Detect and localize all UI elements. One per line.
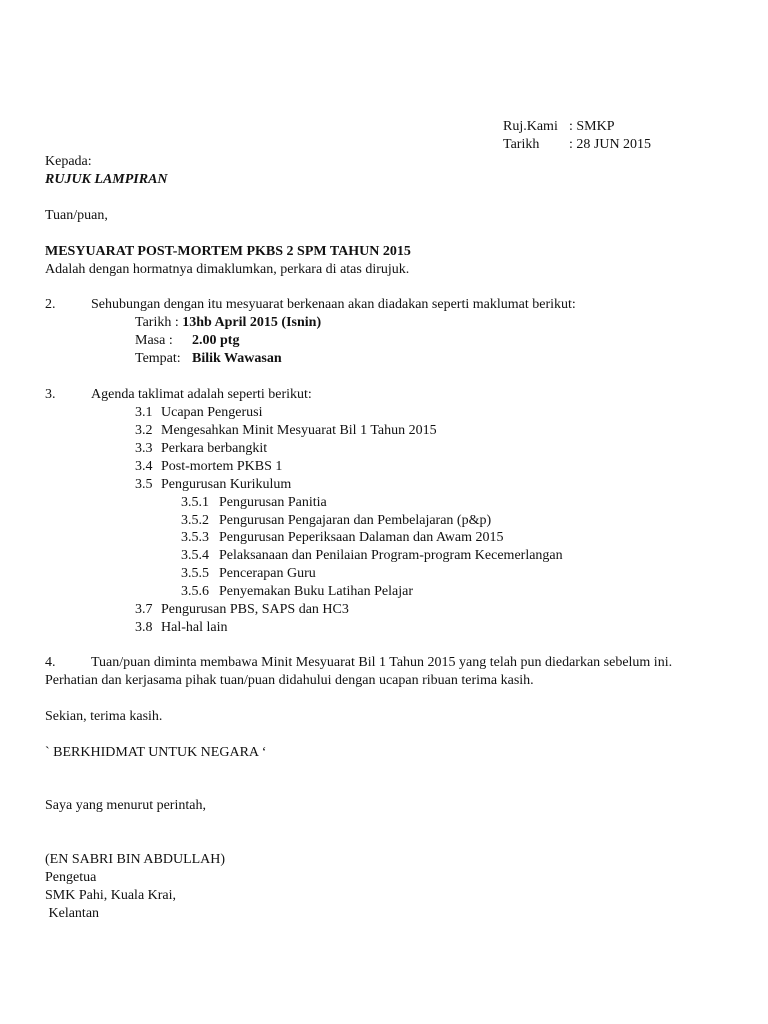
agenda-text: Pengurusan Kurikulum [161,477,292,492]
intro: Adalah dengan hormatnya dimaklumkan, perkara di atas dirujuk. [45,262,410,277]
closing: Sekian, terima kasih. [45,709,163,724]
reference-date [503,136,651,154]
detail-time-value: 2.00 ptg [192,333,240,348]
subagenda-text: Pelaksanaan dan Penilaian Program-program Kecemerlangan [219,548,563,563]
date-value: : 28 JUN 2015 [569,137,652,152]
para2-number: 2. [45,297,56,312]
detail-place [135,350,282,368]
salutation: Tuan/puan, [45,208,108,223]
agenda-item [135,440,267,458]
agenda-text: Mengesahkan Minit Mesyuarat Bil 1 Tahun 2015 [161,423,437,438]
signature-school: SMK Pahi, Kuala Krai, [45,888,177,903]
date-label: Tarikh [503,137,540,152]
para3-text: Agenda taklimat adalah seperti berikut: [91,387,312,402]
subagenda-item [181,583,413,601]
agenda-num: 3.8 [135,620,153,635]
detail-place-label: Tempat: [135,351,181,366]
para4-number: 4. [45,655,56,670]
subagenda-text: Pengurusan Peperiksaan Dalaman dan Awam 2015 [219,530,504,545]
subagenda-item [181,547,563,565]
agenda-item [135,601,349,619]
subagenda-num: 3.5.2 [181,513,209,528]
ruj-label: Ruj.Kami [503,119,558,134]
agenda-item [135,404,262,422]
agenda-num: 3.3 [135,441,153,456]
agenda-text: Pengurusan PBS, SAPS dan HC3 [161,602,349,617]
subagenda-num: 3.5.3 [181,530,209,545]
agenda-item [135,476,291,494]
agenda-text: Post-mortem PKBS 1 [161,459,283,474]
agenda-item [135,422,437,440]
agenda-num: 3.2 [135,423,153,438]
agenda-num: 3.7 [135,602,153,617]
subagenda-text: Pencerapan Guru [219,566,316,581]
para4-text2: Perhatian dan kerjasama pihak tuan/puan didahului dengan ucapan ribuan terima kasih. [45,673,534,688]
agenda-num: 3.1 [135,405,153,420]
agenda-text: Hal-hal lain [161,620,228,635]
reference-ruj [503,118,615,136]
subagenda-text: Pengurusan Panitia [219,495,327,510]
subagenda-num: 3.5.5 [181,566,209,581]
subagenda-text: Pengurusan Pengajaran dan Pembelajaran (p&p) [219,513,492,528]
detail-date-label: Tarikh : [135,315,179,330]
detail-date [135,314,321,332]
para3-number: 3. [45,387,56,402]
signoff: Saya yang menurut perintah, [45,798,206,813]
subagenda-text: Penyemakan Buku Latihan Pelajar [219,584,413,599]
para4-text: Tuan/puan diminta membawa Minit Mesyuarat Bil 1 Tahun 2015 yang telah pun diedarkan sebelum ini. [91,655,673,670]
detail-place-value: Bilik Wawasan [192,351,282,366]
agenda-text: Perkara berbangkit [161,441,268,456]
subagenda-num: 3.5.4 [181,548,209,563]
signature-title: Pengetua [45,870,97,885]
agenda-item [135,619,227,637]
detail-time [135,332,239,350]
signature-state: Kelantan [45,906,100,921]
subagenda-item [181,494,327,512]
ruj-value: : SMKP [569,119,615,134]
subagenda-item [181,565,316,583]
agenda-item [135,458,282,476]
motto: ` BERKHIDMAT UNTUK NEGARA ‘ [45,745,267,760]
agenda-num: 3.5 [135,477,153,492]
signature-name: (EN SABRI BIN ABDULLAH) [45,852,226,867]
subagenda-item [181,512,491,530]
detail-date-value: 13hb April 2015 (Isnin) [182,315,322,330]
detail-time-label: Masa : [135,333,173,348]
subagenda-num: 3.5.6 [181,584,209,599]
to-label: Kepada: [45,154,92,169]
to-value: RUJUK LAMPIRAN [45,172,168,187]
para2-text: Sehubungan dengan itu mesyuarat berkenaan akan diadakan seperti maklumat berikut: [91,297,576,312]
subject: MESYUARAT POST-MORTEM PKBS 2 SPM TAHUN 2015 [45,244,411,259]
subagenda-num: 3.5.1 [181,495,209,510]
agenda-text: Ucapan Pengerusi [161,405,263,420]
agenda-num: 3.4 [135,459,153,474]
subagenda-item [181,529,503,547]
